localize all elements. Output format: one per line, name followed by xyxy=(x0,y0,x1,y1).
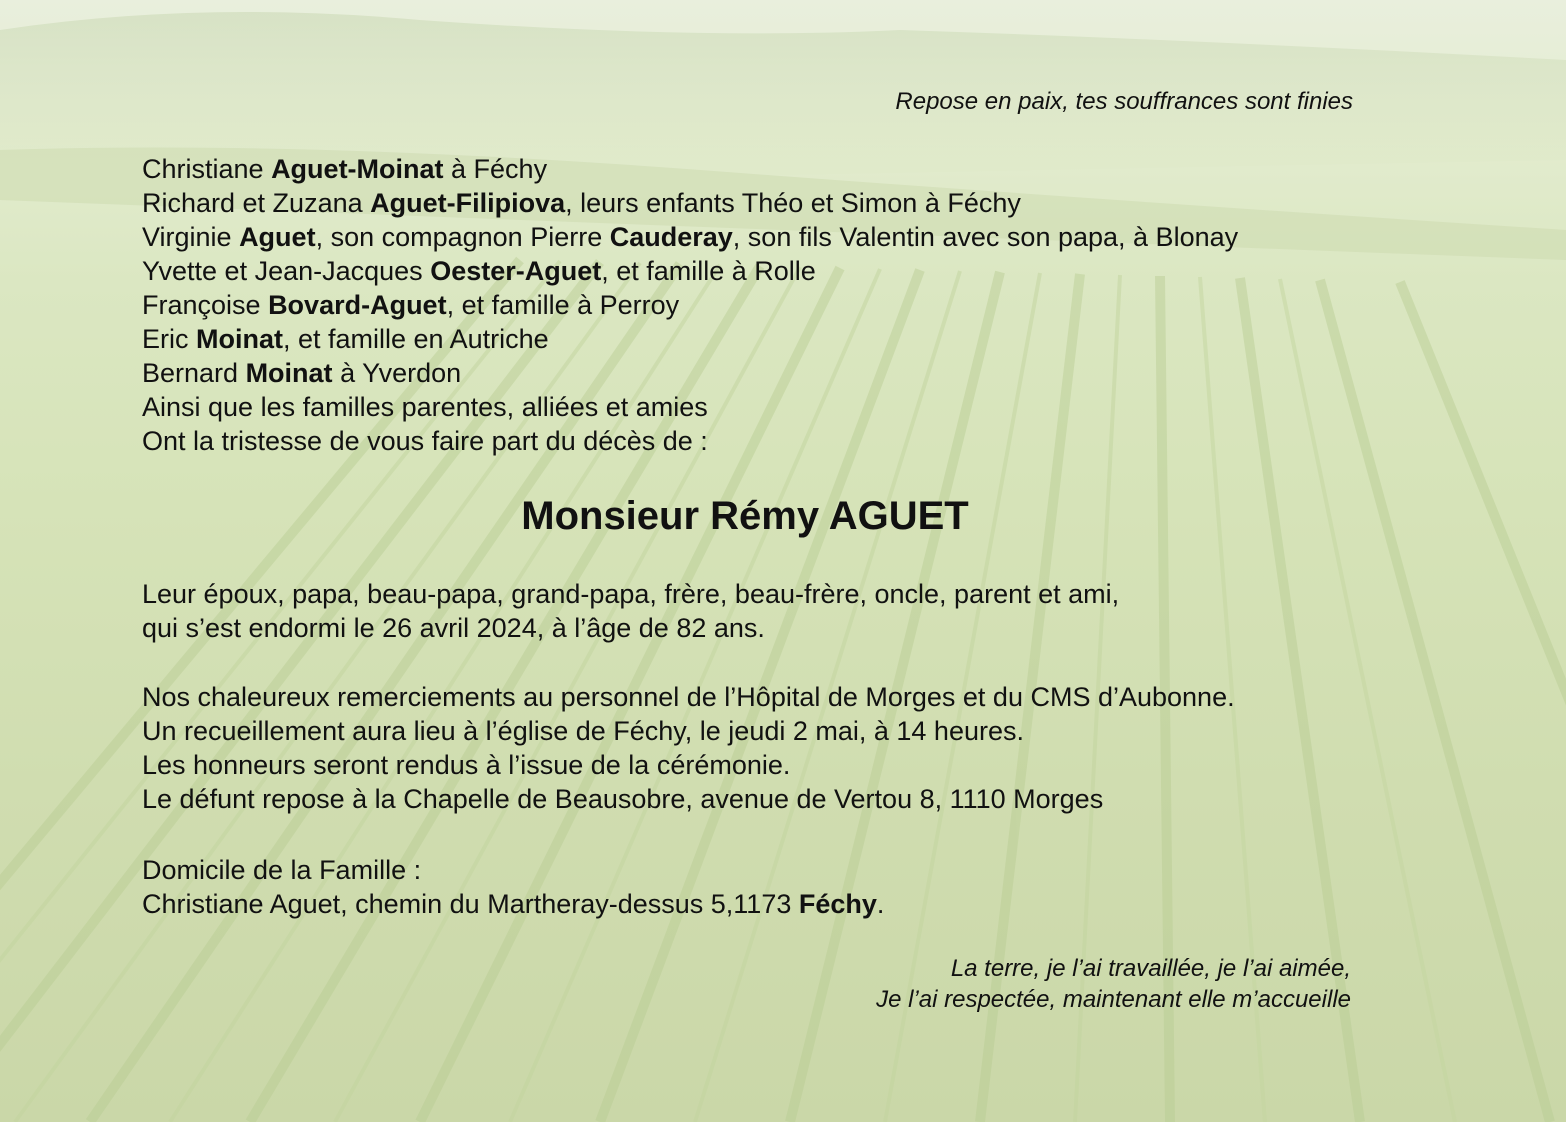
intro-line: Ont la tristesse de vous faire part du décès de : xyxy=(142,426,708,456)
relation-block xyxy=(142,577,1119,645)
relation-line: Leur époux, papa, beau-papa, grand-papa, frère, beau-frère, oncle, parent et ami, xyxy=(142,579,1120,609)
top-motto: Repose en paix, tes souffrances sont finies xyxy=(895,88,1353,115)
family-list xyxy=(142,152,1238,458)
family-line: Bernard Moinat à Yverdon xyxy=(142,358,462,388)
family-line: Christiane Aguet-Moinat à Féchy xyxy=(142,154,548,184)
bottom-motto-line: La terre, je l’ai travaillée, je l’ai aimée, xyxy=(950,955,1351,982)
ceremony-line: Les honneurs seront rendus à l’issue de la cérémonie. xyxy=(142,750,791,780)
relation-line: qui s’est endormi le 26 avril 2024, à l’âge de 82 ans. xyxy=(142,613,765,643)
intro-line: Ainsi que les familles parentes, alliées et amies xyxy=(142,392,708,422)
bottom-motto-line: Je l’ai respectée, maintenant elle m’accueille xyxy=(876,986,1351,1013)
family-line: Virginie Aguet, son compagnon Pierre Cauderay, son fils Valentin avec son papa, à Blonay xyxy=(142,222,1239,252)
family-line: Françoise Bovard-Aguet, et famille à Perroy xyxy=(142,290,680,320)
family-line: Richard et Zuzana Aguet-Filipiova, leurs enfants Théo et Simon à Féchy xyxy=(142,188,1021,218)
domicile-label: Domicile de la Famille : xyxy=(142,855,422,885)
domicile-address: Christiane Aguet, chemin du Martheray-dessus 5,1173 Féchy. xyxy=(142,889,885,919)
ceremony-line: Le défunt repose à la Chapelle de Beausobre, avenue de Vertou 8, 1110 Morges xyxy=(142,784,1104,814)
family-line: Yvette et Jean-Jacques Oester-Aguet, et famille à Rolle xyxy=(142,256,816,286)
family-line: Eric Moinat, et famille en Autriche xyxy=(142,324,549,354)
ceremony-line: Un recueillement aura lieu à l’église de Féchy, le jeudi 2 mai, à 14 heures. xyxy=(142,716,1024,746)
domicile-block xyxy=(142,853,884,921)
ceremony-line: Nos chaleureux remerciements au personnel de l’Hôpital de Morges et du CMS d’Aubonne. xyxy=(142,682,1235,712)
bottom-motto xyxy=(876,953,1351,1015)
ceremony-block xyxy=(142,680,1235,816)
deceased-name: Monsieur Rémy AGUET xyxy=(521,494,969,538)
